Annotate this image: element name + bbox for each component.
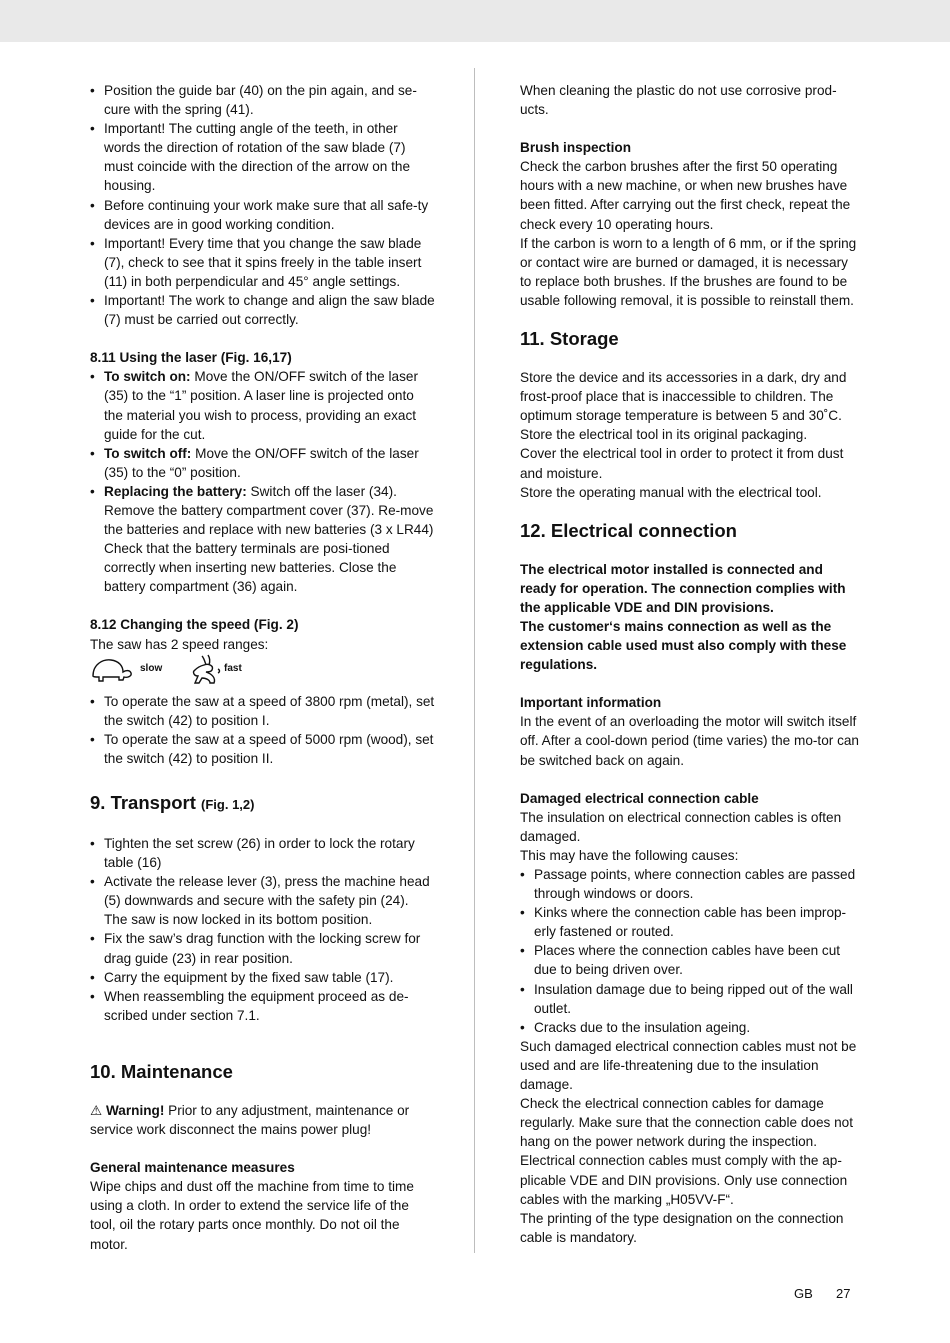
speed-icons-row [90,654,435,692]
top-header-band [0,0,950,42]
list-item: • To operate the saw at a speed of 3800 rpm (metal), set the switch (42) to position I. [90,692,435,730]
storage-line: Store the electrical tool in its original packaging. [520,427,808,443]
plastic-cleaning-text: When cleaning the plastic do not use corrosive prod-ucts. [520,83,837,118]
list-item: • Kinks where the connection cable has been improp-erly fastened or routed. [520,903,862,941]
important-info-heading: Important information [520,695,662,711]
heading-text: 9. Transport [90,792,196,813]
page-number: 27 [836,1286,851,1301]
general-maintenance-heading: General maintenance measures [90,1160,295,1176]
list-item: • Position the guide bar (40) on the pin again, and se-cure with the spring (41). [90,81,435,119]
brush-text-2: If the carbon is worn to a length of 6 mm, or if the spring or contact wire are burned or damaged, it is necessary to replace both brushes. If the brushes are found to be usable following removal, it is possible to reinstall them. [520,235,857,308]
turtle-icon [90,656,132,684]
cable-text-1: The insulation on electrical connection cables is often damaged. [520,809,842,844]
list-item: • Important! Every time that you change the saw blade (7), check to see that it spins freely in the table insert (11) in both perpendicular and 45° angle settings. [90,234,435,291]
list-item: • Important! The work to change and align the saw blade (7) must be carried out correctly. [90,291,435,329]
storage-heading: 11. Storage [520,328,619,350]
item-label: To switch on: [104,369,191,385]
laser-heading: 8.11 Using the laser (Fig. 16,17) [90,350,292,366]
list-item: • Carry the equipment by the fixed saw table (17). [90,968,435,987]
list-item [90,367,435,443]
storage-line: Store the device and its accessories in a dark, dry and frost-proof place that is inaccessible to children. The optimum storage temperature is between 5 and 30˚C. [520,370,847,424]
list-item: • Passage points, where connection cables are passed through windows or doors. [520,865,862,903]
cable-text-2: This may have the following causes: [520,847,739,863]
cable-after-text: Such damaged electrical connection cables must not be used and are life-threatening due to the insulation damage. [520,1038,857,1093]
fast-label: fast [224,662,242,674]
list-item: • Places where the connection cables have been cut due to being driven over. [520,941,862,979]
list-item: • Fix the saw’s drag function with the locking screw for drag guide (23) in rear position. [90,929,435,967]
speed-intro: The saw has 2 speed ranges: [90,636,269,652]
transport-list [90,834,435,1025]
warning-icon: ⚠ [90,1102,103,1118]
heading-fig: (Fig. 1,2) [201,797,255,812]
transport-heading [90,792,435,816]
list-item [90,482,435,597]
warning-text: Prior to any adjustment, maintenance or service work disconnect the mains power plug! [90,1102,410,1138]
electrical-bold-2: The customer‘s mains connection as well as the extension cable used must also comply with these regulations. [520,618,847,673]
item-label: Replacing the battery: [104,483,247,499]
damaged-cable-heading: Damaged electrical connection cable [520,790,759,806]
saw-blade-notes-list [90,81,435,329]
right-column [520,81,862,1247]
speed-heading: 8.12 Changing the speed (Fig. 2) [90,617,299,633]
cable-after-text: The printing of the type designation on the connection cable is mandatory. [520,1210,844,1245]
list-item: • Tighten the set screw (26) in order to lock the rotary table (16) [90,834,435,872]
list-item: • Important! The cutting angle of the teeth, in other words the direction of rotation of the saw blade (7) must coincide with the direction of the arrow on the housing. [90,119,435,195]
item-text: Move the ON/OFF switch of the laser (35) to the “0” position. [104,445,419,480]
storage-line: Cover the electrical tool in order to protect it from dust and moisture. [520,446,844,481]
item-text: Switch off the laser (34). Remove the battery compartment cover (37). Re-move the batteries and replace with new batteries (3 x LR44) Check that the battery terminals are posi-tioned correctly when inserting new batteries. Close the battery compartment (36) again. [104,483,434,595]
causes-list [520,865,862,1037]
warning-label: Warning! [105,1102,165,1118]
list-item: • Cracks due to the insulation ageing. [520,1018,862,1037]
item-label: To switch off: [104,445,192,461]
laser-list [90,367,435,596]
footer-language: GB [794,1286,813,1301]
electrical-heading: 12. Electrical connection [520,519,737,541]
column-divider [474,68,475,1253]
cable-after-text: Electrical connection cables must comply with the ap-plicable VDE and DIN provisions. Only use connection cables with the marking „H05VV-F“. [520,1153,848,1207]
list-item: • Insulation damage due to being ripped out of the wall outlet. [520,980,862,1018]
maintenance-heading: 10. Maintenance [90,1060,233,1082]
list-item: • When reassembling the equipment proceed as de-scribed under section 7.1. [90,987,435,1025]
storage-line: Store the operating manual with the electrical tool. [520,484,822,500]
cable-after-text: Check the electrical connection cables for damage regularly. Make sure that the connection cable does not hang on the power network during the inspection. [520,1096,853,1150]
rabbit-icon [190,654,224,686]
list-item: • Activate the release lever (3), press the machine head (5) downwards and secure with the safety pin (24). The saw is now locked in its bottom position. [90,872,435,929]
important-info-text: In the event of an overloading the motor will switch itself off. After a cool-down period (time varies) the mo-tor can be switched back on again. [520,714,859,768]
left-column [90,81,435,1254]
general-maintenance-text: Wipe chips and dust off the machine from time to time using a cloth. In order to extend the service life of the tool, oil the rotary parts once monthly. Do not oil the motor. [90,1179,414,1252]
brush-inspection-heading: Brush inspection [520,140,632,156]
list-item [90,444,435,482]
speed-list [90,692,435,768]
warning-paragraph [90,1101,435,1139]
item-text: Move the ON/OFF switch of the laser (35) to the “1” position. A laser line is projected onto the material you wish to process, providing an exact guide for the cut. [104,369,418,442]
list-item: • Before continuing your work make sure that all safe-ty devices are in good working condition. [90,196,435,234]
electrical-bold-1: The electrical motor installed is connected and ready for operation. The connection complies with the applicable VDE and DIN provisions. [520,561,846,615]
brush-text-1: Check the carbon brushes after the first 50 operating hours with a new machine, or when new brushes have been fitted. After carrying out the first check, repeat the check every 10 operating hours. [520,159,851,232]
list-item: • To operate the saw at a speed of 5000 rpm (wood), set the switch (42) to position II. [90,730,435,768]
slow-label: slow [140,662,163,674]
